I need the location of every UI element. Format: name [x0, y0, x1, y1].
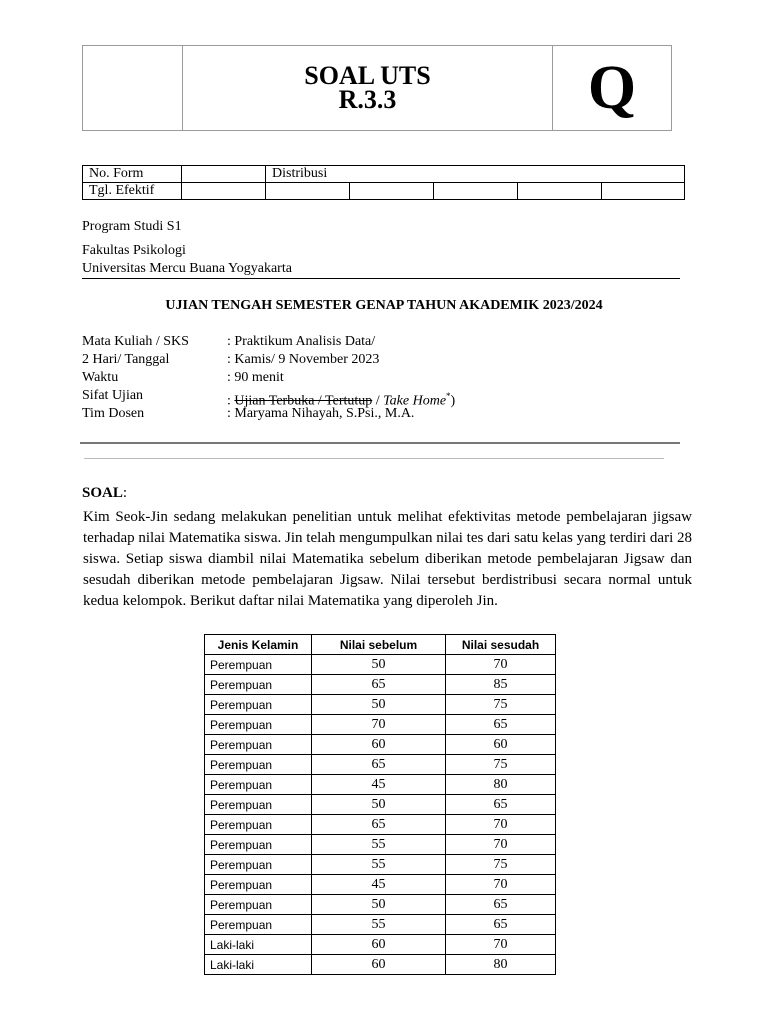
- cell-before: 55: [312, 835, 446, 855]
- distribusi-cell: [266, 183, 350, 200]
- time-value: : 90 menit: [227, 370, 284, 385]
- header-title-line2: R.3.3: [338, 85, 397, 114]
- cell-before: 45: [312, 775, 446, 795]
- cell-gender: Perempuan: [205, 735, 312, 755]
- cell-after: 80: [446, 955, 556, 975]
- nature-suffix: ): [450, 393, 456, 409]
- lecturer-value: : Maryama Nihayah, S.Psi., M.A.: [227, 406, 415, 421]
- cell-gender: Laki-laki: [205, 935, 312, 955]
- table-row: [205, 715, 556, 735]
- soal-heading: [82, 485, 127, 502]
- cell-gender: Perempuan: [205, 835, 312, 855]
- distribusi-cell: [602, 183, 685, 200]
- nature-label: Sifat Ujian: [82, 388, 144, 403]
- course-value: : Praktikum Analisis Data/: [227, 334, 376, 349]
- cell-before: 60: [312, 935, 446, 955]
- faculty-name: Fakultas Psikologi: [82, 243, 186, 258]
- score-table: [204, 634, 556, 975]
- cell-after: 65: [446, 895, 556, 915]
- table-row: [205, 695, 556, 715]
- cell-after: 70: [446, 935, 556, 955]
- cell-gender: Perempuan: [205, 855, 312, 875]
- cell-gender: Perempuan: [205, 655, 312, 675]
- table-row: [205, 915, 556, 935]
- nature-prefix: :: [227, 393, 235, 409]
- cell-gender: Perempuan: [205, 875, 312, 895]
- cell-after: 65: [446, 915, 556, 935]
- table-row: [205, 935, 556, 955]
- table-row: [205, 775, 556, 795]
- cell-before: 65: [312, 675, 446, 695]
- tgl-efektif-value: [182, 183, 266, 200]
- form-info-table: [82, 165, 685, 200]
- distribusi-label: Distribusi: [266, 166, 685, 183]
- cell-gender: Perempuan: [205, 895, 312, 915]
- table-header-after: Nilai sesudah: [446, 635, 556, 655]
- university-name: Universitas Mercu Buana Yogyakarta: [82, 260, 680, 279]
- course-label: Mata Kuliah / SKS: [82, 334, 189, 349]
- distribusi-cell: [518, 183, 602, 200]
- lecturer-label: Tim Dosen: [82, 406, 145, 421]
- exam-title: UJIAN TENGAH SEMESTER GENAP TAHUN AKADEMIK 2023/2024: [165, 298, 603, 313]
- header-code: Q: [587, 53, 637, 122]
- header-title: [183, 46, 553, 130]
- table-row: [205, 875, 556, 895]
- cell-gender: Perempuan: [205, 915, 312, 935]
- nature-take-home: Take Home: [383, 393, 447, 409]
- time-label: Waktu: [82, 370, 119, 385]
- cell-after: 65: [446, 715, 556, 735]
- header-title-line1: SOAL UTS: [304, 61, 431, 90]
- cell-before: 55: [312, 855, 446, 875]
- cell-after: 70: [446, 835, 556, 855]
- no-form-value: [182, 166, 266, 183]
- table-row: [205, 675, 556, 695]
- cell-after: 70: [446, 875, 556, 895]
- cell-gender: Perempuan: [205, 775, 312, 795]
- table-row: [205, 955, 556, 975]
- table-row: [205, 855, 556, 875]
- cell-after: 75: [446, 855, 556, 875]
- logo-cell: [83, 46, 183, 130]
- table-row: [205, 835, 556, 855]
- table-header-before: Nilai sebelum: [312, 635, 446, 655]
- cell-before: 45: [312, 875, 446, 895]
- cell-gender: Perempuan: [205, 675, 312, 695]
- cell-after: 70: [446, 815, 556, 835]
- cell-before: 60: [312, 955, 446, 975]
- nature-sep: /: [372, 393, 384, 409]
- cell-gender: Perempuan: [205, 755, 312, 775]
- table-row: [205, 795, 556, 815]
- cell-gender: Perempuan: [205, 695, 312, 715]
- cell-before: 65: [312, 755, 446, 775]
- document-header: [82, 45, 672, 131]
- no-form-label: No. Form: [83, 166, 182, 183]
- table-row: [205, 755, 556, 775]
- table-row: [205, 655, 556, 675]
- soal-heading-text: SOAL: [82, 485, 123, 501]
- cell-gender: Perempuan: [205, 795, 312, 815]
- cell-before: 50: [312, 795, 446, 815]
- cell-gender: Perempuan: [205, 815, 312, 835]
- tgl-efektif-label: Tgl. Efektif: [83, 183, 182, 200]
- day-value: : Kamis/ 9 November 2023: [227, 352, 380, 367]
- cell-after: 80: [446, 775, 556, 795]
- table-header-gender: Jenis Kelamin: [205, 635, 312, 655]
- distribusi-cell: [350, 183, 434, 200]
- cell-before: 50: [312, 895, 446, 915]
- table-row: [205, 815, 556, 835]
- distribusi-cell: [434, 183, 518, 200]
- cell-after: 60: [446, 735, 556, 755]
- cell-before: 50: [312, 655, 446, 675]
- cell-before: 70: [312, 715, 446, 735]
- day-label: 2 Hari/ Tanggal: [82, 352, 170, 367]
- cell-after: 70: [446, 655, 556, 675]
- cell-before: 55: [312, 915, 446, 935]
- cell-gender: Laki-laki: [205, 955, 312, 975]
- soal-heading-colon: :: [122, 485, 128, 501]
- cell-after: 75: [446, 755, 556, 775]
- table-row: [205, 735, 556, 755]
- cell-before: 65: [312, 815, 446, 835]
- cell-gender: Perempuan: [205, 715, 312, 735]
- table-row: [205, 895, 556, 915]
- cell-after: 85: [446, 675, 556, 695]
- cell-before: 60: [312, 735, 446, 755]
- cell-after: 75: [446, 695, 556, 715]
- cell-after: 65: [446, 795, 556, 815]
- divider: [80, 442, 680, 444]
- soal-paragraph: Kim Seok-Jin sedang melakukan penelitian untuk melihat efektivitas metode pembelajaran jigsaw terhadap nilai Matematika siswa. Jin telah mengumpulkan nilai tes dari satu kelas yang terdiri dari 28 siswa. Setiap siswa diambil nilai Matematika sebelum diberikan metode pembelajaran Jigsaw dan sesudah diberikan metode pembelajaran Jigsaw. Nilai tersebut berdistribusi secara normal untuk kedua kelompok. Berikut daftar nilai Matematika yang diperoleh Jin.: [83, 509, 692, 609]
- nature-asterisk: *: [446, 391, 451, 401]
- divider: [84, 458, 664, 459]
- cell-before: 50: [312, 695, 446, 715]
- program-name: Program Studi S1: [82, 219, 182, 234]
- nature-struck: Ujian Terbuka / Tertutup: [234, 393, 373, 409]
